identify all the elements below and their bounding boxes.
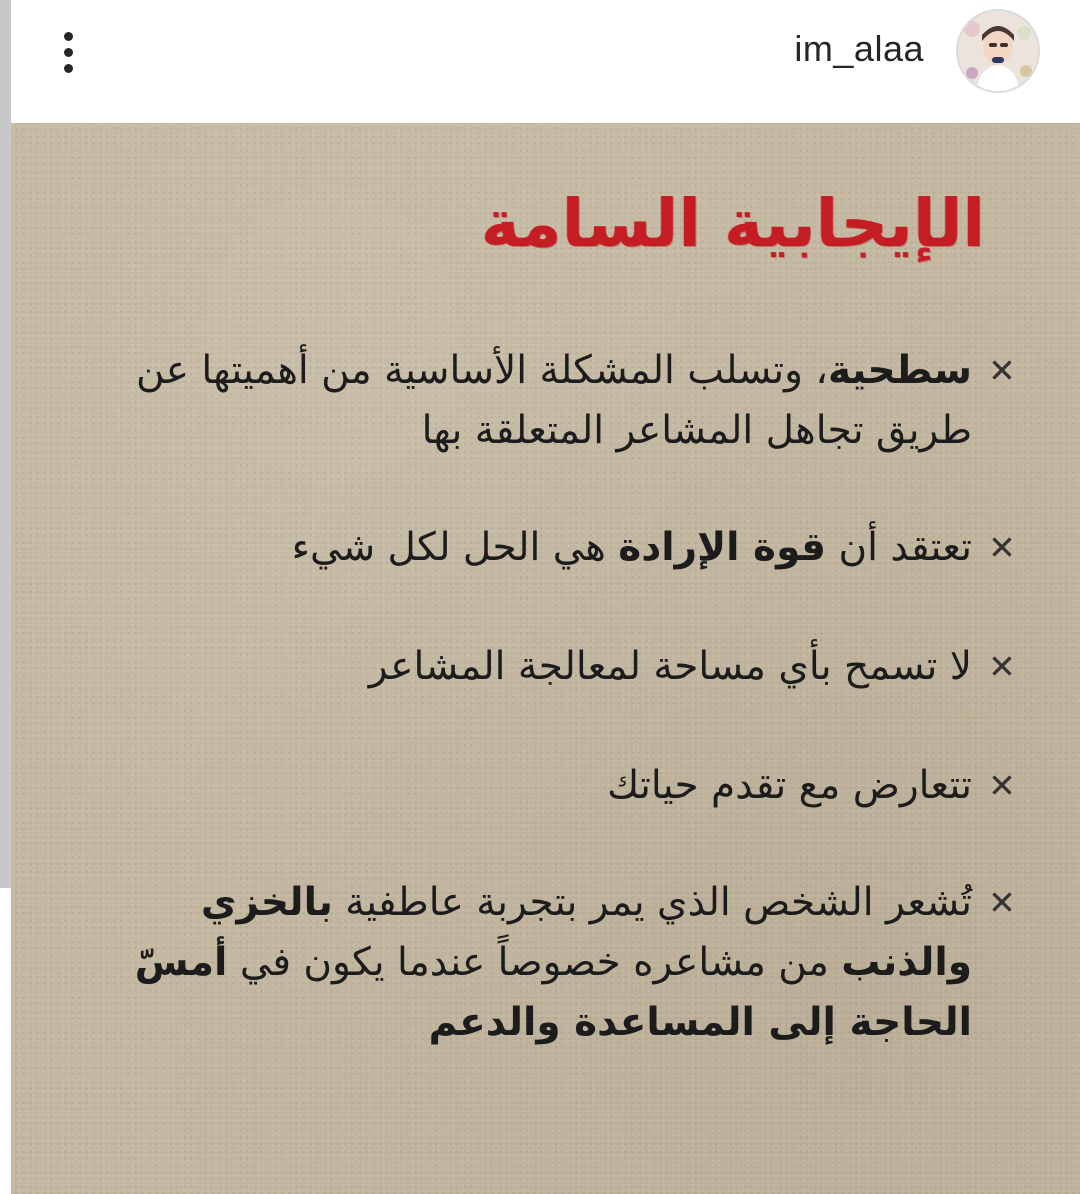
x-mark-icon: ✕ (988, 528, 1016, 567)
more-vertical-icon (64, 32, 73, 41)
bold-text: أمسّ الحاجة إلى المساعدة والدعم (134, 940, 972, 1045)
avatar[interactable] (956, 9, 1040, 93)
x-mark-icon: ✕ (988, 351, 1016, 390)
post-image (11, 123, 1080, 1194)
bullet-list (70, 341, 1020, 1053)
post-header (11, 0, 1080, 123)
list-item-text: لا تسمح بأي مساحة لمعالجة المشاعر (368, 644, 972, 689)
post-title: الإيجابية السامة (480, 185, 985, 262)
list-item-text (70, 518, 972, 578)
list-item-text (70, 341, 972, 461)
bold-text: سطحية (827, 348, 972, 393)
list-item (70, 756, 1020, 816)
bold-text: بالخزي والذنب (200, 880, 972, 985)
more-options-button[interactable] (51, 22, 85, 82)
username[interactable]: im_alaa (794, 28, 924, 69)
bold-text: قوة الإرادة (618, 525, 827, 570)
text-segment: من مشاعره خصوصاً عندما يكون في (227, 940, 842, 985)
list-item-text: تتعارض مع تقدم حياتك (607, 763, 972, 808)
x-mark-icon: ✕ (988, 883, 1016, 922)
more-vertical-icon-dot (64, 48, 73, 57)
list-item (70, 873, 1020, 1053)
list-item-text (70, 873, 972, 1053)
text-segment: تُشعر الشخص الذي يمر بتجربة عاطفية (332, 880, 972, 925)
more-vertical-icon-dot (64, 64, 73, 73)
x-mark-icon: ✕ (988, 647, 1016, 686)
text-segment: هي الحل لكل شيء (291, 525, 619, 570)
text-segment: تعتقد أن (826, 525, 972, 570)
left-edge-strip (0, 0, 11, 888)
list-item (70, 518, 1020, 578)
profile-avatar (958, 11, 1038, 91)
list-item (70, 637, 1020, 697)
text-segment: ، وتسلب المشكلة الأساسية من أهميتها عن طريق تجاهل المشاعر المتعلقة بها (136, 348, 972, 453)
list-item (70, 341, 1020, 461)
x-mark-icon: ✕ (988, 766, 1016, 805)
